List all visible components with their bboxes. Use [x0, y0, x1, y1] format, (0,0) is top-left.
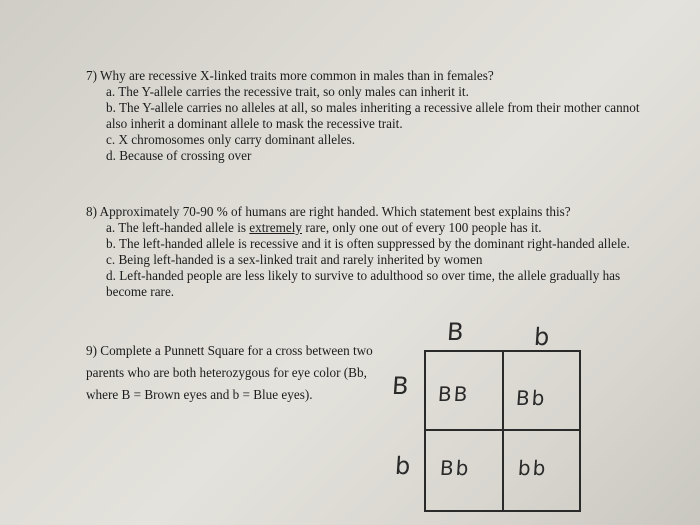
punnett-divider-vertical	[502, 352, 504, 510]
question-7-title: 7) Why are recessive X-linked traits more common in males than in females?	[86, 68, 494, 83]
question-9-line-2: parents who are both heterozygous for eye color (Bb,	[86, 365, 367, 380]
punnett-side-label-2: b	[394, 452, 412, 480]
question-8-title: 8) Approximately 70-90 % of humans are right handed. Which statement best explains this?	[86, 204, 571, 219]
option-a-text-start: a. The left-handed allele is	[106, 220, 250, 235]
punnett-cell-top-right: Bb	[515, 386, 548, 410]
question-7	[86, 68, 646, 164]
question-8-option-c: c. Being left-handed is a sex-linked trait and rarely inherited by women	[106, 252, 483, 267]
question-7-option-c: c. X chromosomes only carry dominant alleles.	[106, 132, 356, 147]
question-8	[86, 204, 646, 300]
question-8-option-b: b. The left-handed allele is recessive and it is often suppressed by the dominant right-handed allele.	[106, 236, 630, 251]
question-9-line-3: where B = Brown eyes and b = Blue eyes).	[86, 387, 313, 402]
question-9	[86, 340, 406, 406]
punnett-cell-bottom-left: Bb	[439, 456, 472, 480]
question-7-option-d: d. Because of crossing over	[106, 148, 252, 163]
question-7-option-a: a. The Y-allele carries the recessive trait, so only males can inherit it.	[106, 84, 469, 99]
punnett-divider-horizontal	[426, 429, 579, 431]
question-8-option-d: d. Left-handed people are less likely to survive to adulthood so over time, the allele gradually has become rare.	[106, 268, 621, 299]
punnett-side-label-1: B	[391, 372, 410, 400]
punnett-square	[424, 350, 581, 512]
option-a-text-end: rare, only one out of every 100 people has it.	[302, 220, 542, 235]
question-7-option-b: b. The Y-allele carries no alleles at all, so males inheriting a recessive allele from their mother cannot also inherit a dominant allele to mask the recessive trait.	[106, 100, 640, 131]
question-8-option-a	[106, 220, 646, 236]
option-a-underlined-word: extremely	[249, 220, 303, 235]
punnett-cell-bottom-right: bb	[517, 456, 549, 480]
punnett-cell-top-left: BB	[437, 382, 471, 406]
punnett-top-label-1: B	[446, 318, 465, 346]
question-9-line-1: 9) Complete a Punnett Square for a cross between two	[86, 343, 373, 358]
punnett-top-label-2: b	[533, 323, 551, 351]
